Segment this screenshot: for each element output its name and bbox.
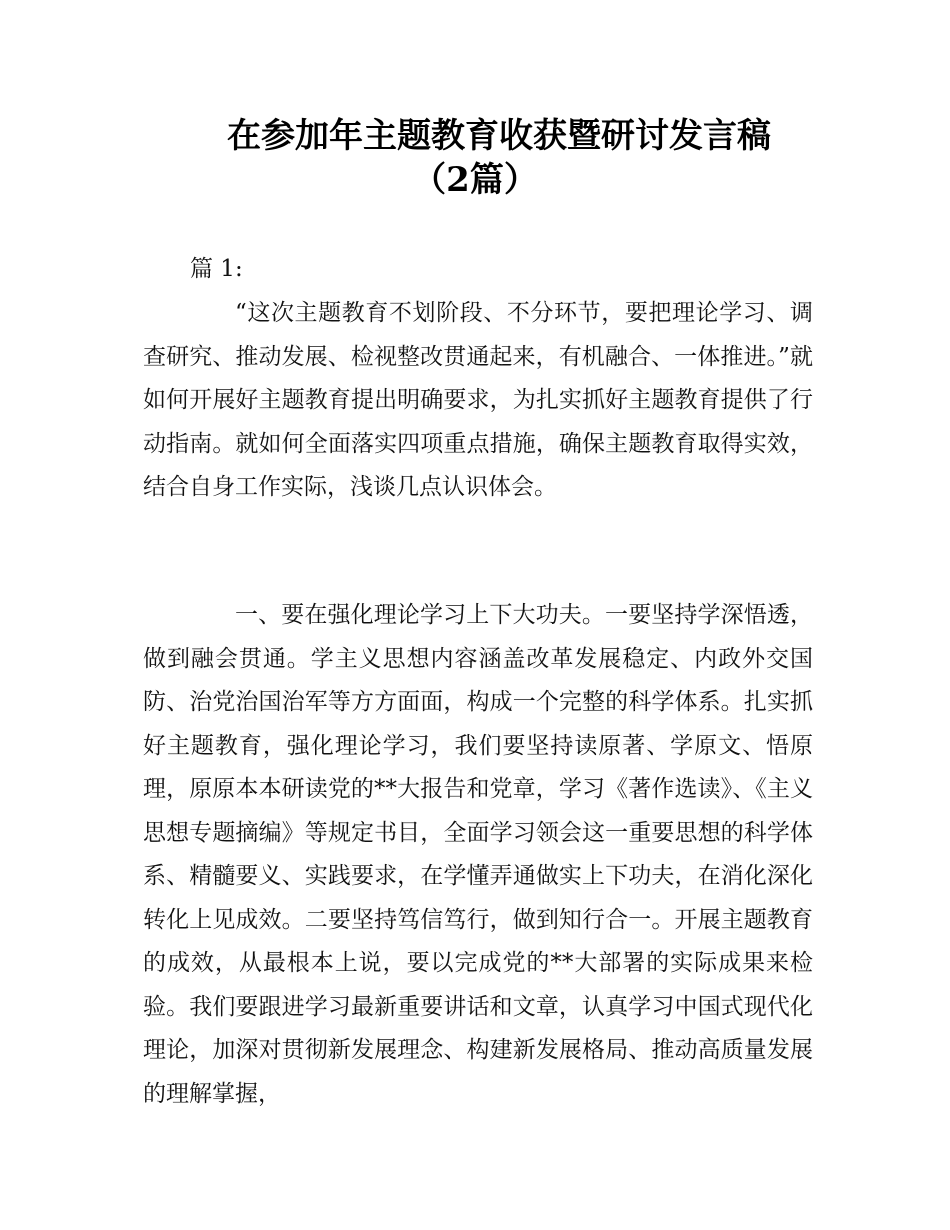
document-title-line-1: 在参加年主题教育收获暨研讨发言稿 [227, 116, 771, 156]
body-paragraph-1: “这次主题教育不划阶段、不分环节，要把理论学习、调查研究、推动发展、检视整改贯通起来，有机融合、一体推进。”就如何开展好主题教育提出明确要求，为扎实抓好主题教育提供了行动指南。就如何全面落实四项重点措施，确保主题教育取得实效，结合自身工作实际，浅谈几点认识体会。 [143, 300, 813, 500]
document-title-line-2: （2篇） [412, 160, 538, 200]
section-label: 篇 1: [190, 256, 243, 282]
body-paragraph-2: 一、要在强化理论学习上下大功夫。一要坚持学深悟透，做到融会贯通。学主义思想内容涵盖改革发展稳定、内政外交国防、治党治国治军等方方面面，构成一个完整的科学体系。扎实抓好主题教育，强化理论学习，我们要坚持读原著、学原文、悟原理，原原本本研读党的**大报告和党章，学习《著作选读》、《主义思想专题摘编》等规定书目，全面学习领会这一重要思想的科学体系、精髓要义、实践要求，在学懂弄通做实上下功夫，在消化深化转化上见成效。二要坚持笃信笃行，做到知行合一。开展主题教育的成效，从最根本上说，要以完成党的**大部署的实际成果来检验。我们要跟进学习最新重要讲话和文章，认真学习中国式现代化理论，加深对贯彻新发展理念、构建新发展格局、推动高质量发展的理解掌握， [143, 602, 813, 1107]
